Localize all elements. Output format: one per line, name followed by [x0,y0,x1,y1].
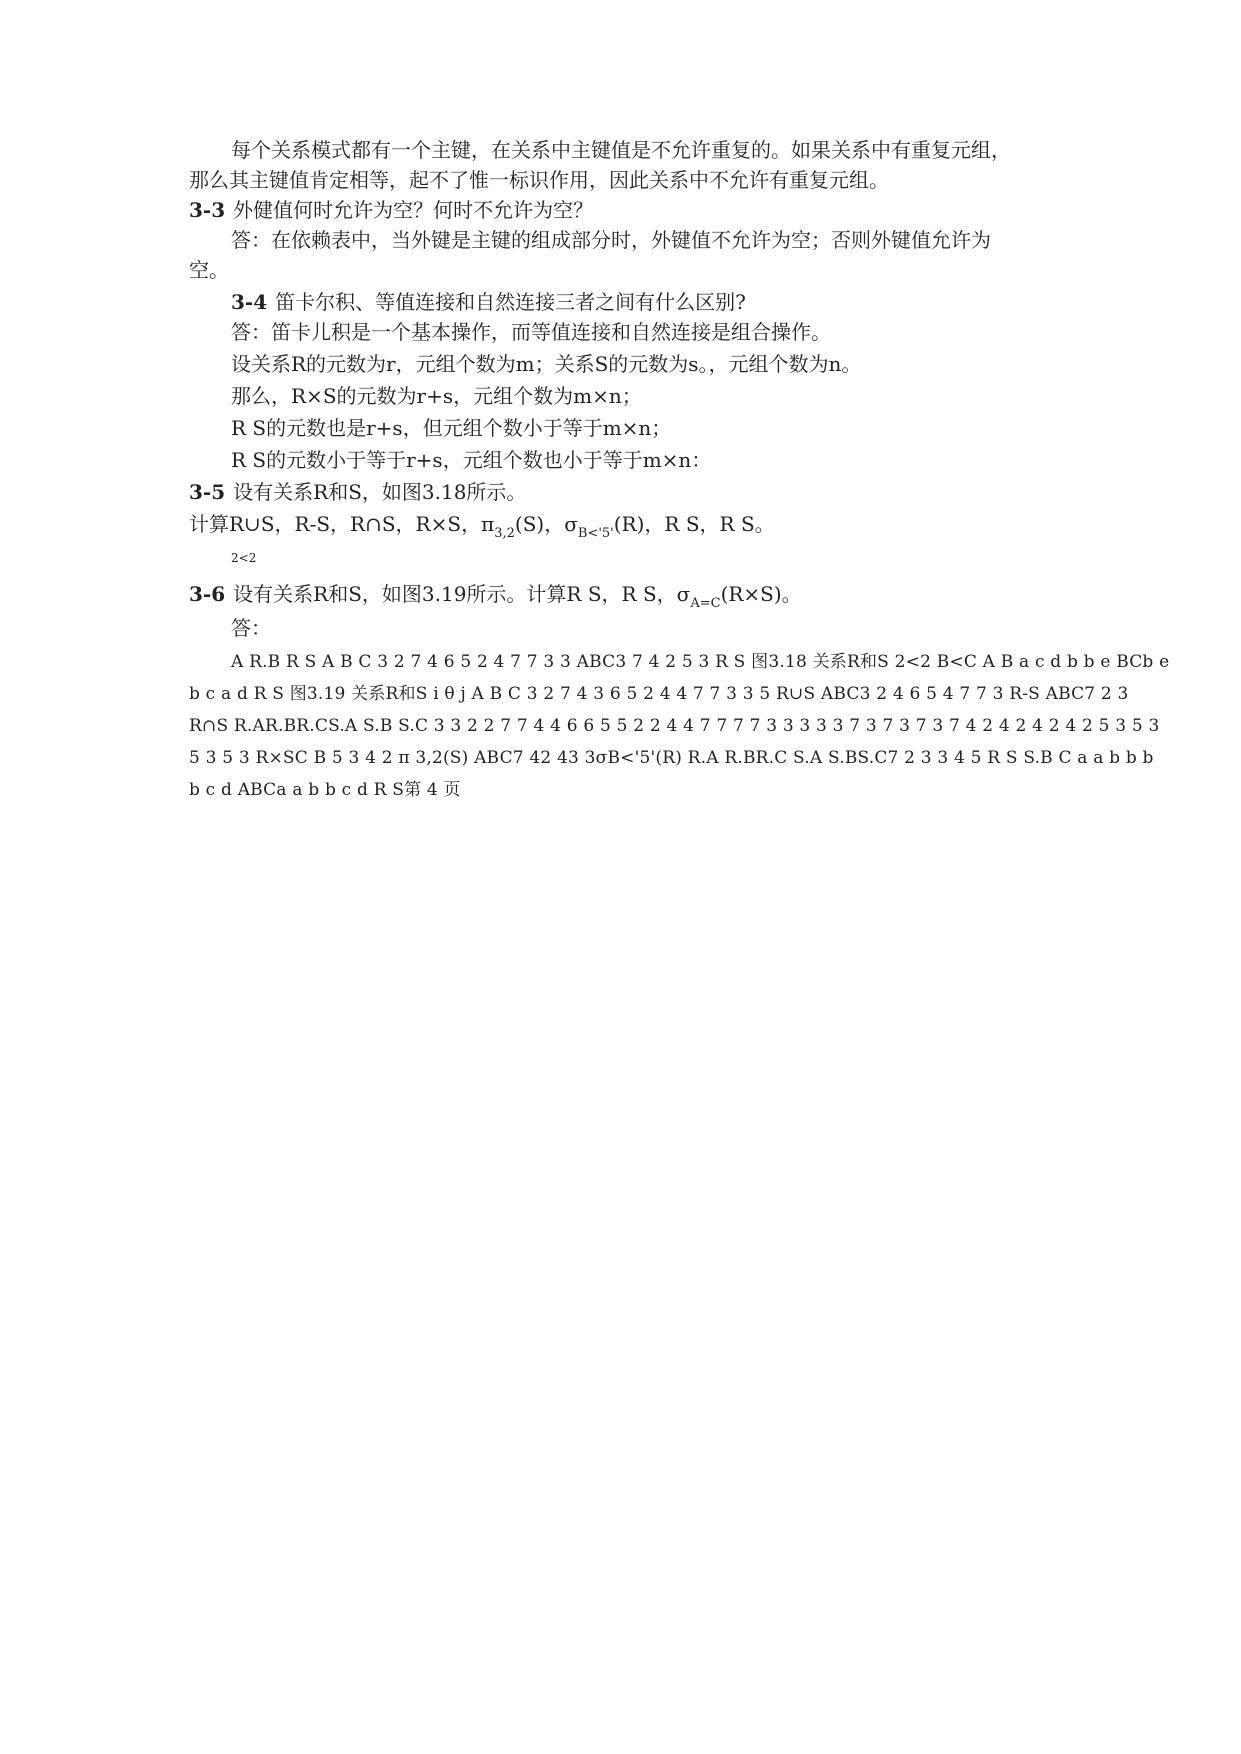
sigma-subscript: B<'5' [577,526,614,541]
question-3-3 [189,196,593,224]
paragraph-line: 每个关系模式都有一个主键，在关系中主键值是不允许重复的。如果关系中有重复元组， [231,138,1011,162]
question-number: 3-3 [189,198,226,222]
pi-subscript: 3,2 [494,526,515,541]
small-subscript-note: 2<2 [231,551,257,565]
figure-text-residue: b c d ABCa a b b c d R S第 4 页 [189,780,461,800]
question-text: 笛卡尔积、等值连接和自然连接三者之间有什么区别? [275,290,746,314]
calculation-line: 计算R∪S，R-S，R∩S，R×S，$\pi_{3,2}(S)$，$\sigma_{B<'5'}(R)$，R S，R S。 [189,512,775,541]
answer-line: 答：笛卡儿积是一个基本操作，而等值连接和自然连接是组合操作。 [231,320,831,344]
answer-line: R S的元数也是r+s，但元组个数小于等于m×n； [231,416,672,440]
question-3-4 [231,288,746,316]
answer-label: 答： [231,616,271,640]
question-3-6: 3-6 设有关系R和S，如图3.19所示。计算R S，R S，$\sigma_{A=C}(R\times S)$。 [189,582,802,611]
figure-text-residue: R∩S R.AR.BR.CS.A S.B S.C 3 3 2 2 7 7 4 4 6 6 5 5 2 2 4 4 7 7 7 7 3 3 3 3 3 7 3 7 3 7 3 7 4 2 4 2 4 2 4 2 5 3 5 3 [189,716,1160,736]
answer-line: 设关系R的元数为r，元组个数为m；关系S的元数为s。，元组个数为n。 [231,352,862,376]
answer-line: 空。 [189,258,229,282]
question-3-5 [189,478,526,506]
sigma-subscript: A=C [690,596,721,611]
question-number: 3-6 [189,582,226,606]
figure-text-residue: 5 3 5 3 R×SC B 5 3 4 2 π 3,2(S) ABC7 42 43 3σB<'5'(R) R.A R.BR.C S.A S.BS.C7 2 3 3 4 5 R S S.B C a a b b b [189,748,1154,768]
question-text: 设有关系R和S，如图3.18所示。 [233,480,527,504]
figure-text-residue: b c a d R S 图3.19 关系R和S i θ j A B C 3 2 7 4 3 6 5 2 4 4 7 7 3 3 5 R∪S ABC3 2 4 6 5 4 7 7 3 R-S ABC7 2 3 [189,684,1129,704]
question-number: 3-5 [189,480,226,504]
answer-line: R S的元数小于等于r+s，元组个数也小于等于m×n： [231,448,712,472]
question-number: 3-4 [231,290,268,314]
answer-line: 答：在依赖表中，当外键是主键的组成部分时，外键值不允许为空；否则外键值允许为 [231,228,991,252]
question-text: 外健值何时允许为空？何时不允许为空？ [233,198,594,222]
answer-line: 那么，R×S的元数为r+s，元组个数为m×n； [231,384,642,408]
paragraph-line: 那么其主键值肯定相等，起不了惟一标识作用，因此关系中不允许有重复元组。 [189,168,889,192]
figure-text-residue: A R.B R S A B C 3 2 7 4 6 5 2 4 7 7 3 3 ABC3 7 4 2 5 3 R S 图3.18 关系R和S 2<2 B<C A B a c d b b e BCb e [231,652,1170,672]
